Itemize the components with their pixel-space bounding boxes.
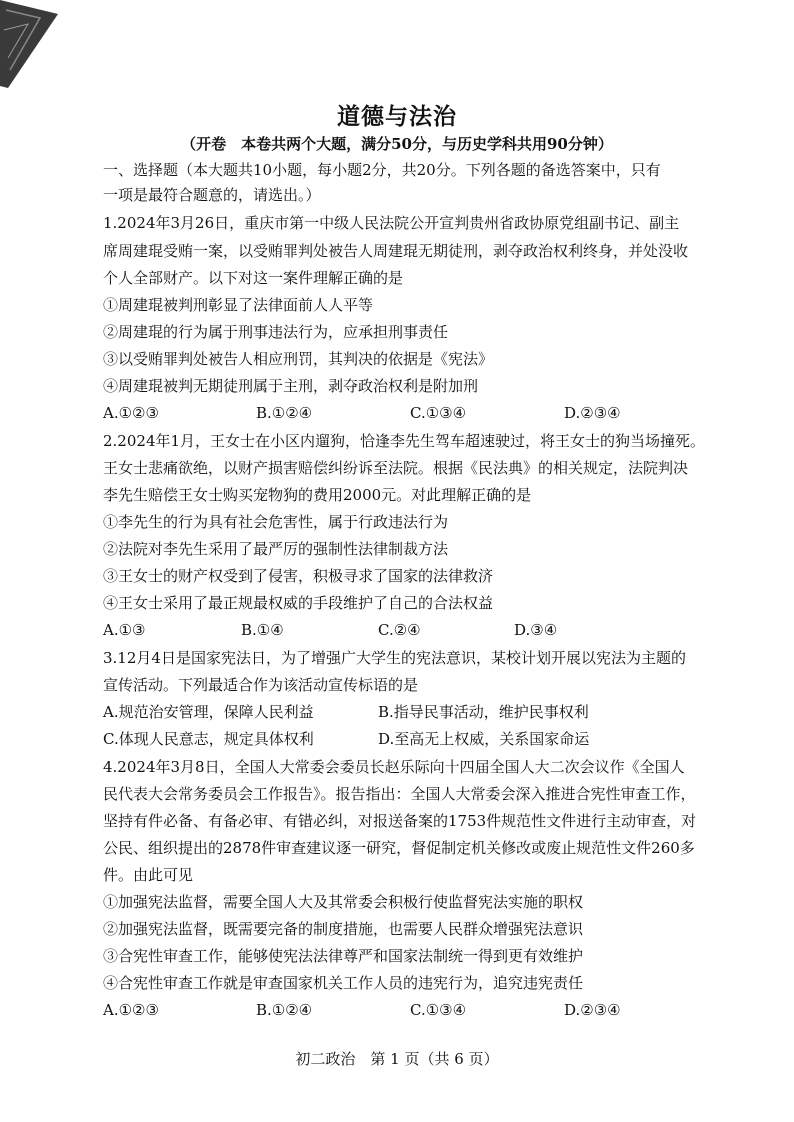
q2-stem-line: 王女士悲痛欲绝，以财产损害赔偿纠纷诉至法院。根据《民法典》的相关规定，法院判决 bbox=[103, 459, 689, 477]
q2-item: ④王女士采用了最正规最权威的手段维护了自己的合法权益 bbox=[103, 594, 494, 612]
q4-item: ③合宪性审查工作，能够使宪法法律尊严和国家法制统一得到更有效维护 bbox=[103, 947, 584, 965]
q3-option-b: B.指导民事活动，维护民事权利 bbox=[378, 703, 589, 721]
page-footer: 初二政治 第 1 页（共 6 页） bbox=[295, 1050, 499, 1068]
q3-option-a: A.规范治安管理，保障人民利益 bbox=[103, 703, 314, 721]
q4-option-c: C.①③④ bbox=[410, 1001, 467, 1019]
q3-option-c: C.体现人民意志，规定具体权利 bbox=[103, 730, 314, 748]
q2-option-c: C.②④ bbox=[378, 621, 421, 639]
q1-item: ③以受贿罪判处被告人相应刑罚，其判决的依据是《宪法》 bbox=[103, 350, 494, 368]
q2-option-a: A.①③ bbox=[103, 621, 146, 639]
q4-stem-line: 公民、组织提出的2878件审查建议逐一研究，督促制定机关修改或废止规范性文件260多 bbox=[103, 839, 695, 857]
q1-option-d: D.②③④ bbox=[564, 404, 621, 422]
q4-stem-line: 件。由此可见 bbox=[103, 866, 194, 884]
section-heading-line: 一项是最符合题意的，请选出。） bbox=[103, 186, 321, 204]
q2-stem-line: 2.2024年1月，王女士在小区内遛狗，恰逢李先生驾车超速驶过，将王女士的狗当场撞死。 bbox=[103, 432, 706, 450]
q2-item: ①李先生的行为具有社会危害性，属于行政违法行为 bbox=[103, 513, 449, 531]
q3-stem-line: 3.12月4日是国家宪法日，为了增强广大学生的宪法意识，某校计划开展以宪法为主题的 bbox=[103, 649, 686, 667]
q2-option-d: D.③④ bbox=[514, 621, 558, 639]
exam-subtitle: （开卷 本卷共两个大题，满分50分，与历史学科共用90分钟） bbox=[181, 135, 613, 153]
q1-option-a: A.①②③ bbox=[103, 404, 159, 422]
q4-option-a: A.①②③ bbox=[103, 1001, 159, 1019]
q2-stem-line: 李先生赔偿王女士购买宠物狗的费用2000元。对此理解正确的是 bbox=[103, 486, 532, 504]
section-heading-line: 一、选择题（本大题共10小题，每小题2分，共20分。下列各题的备选答案中，只有 bbox=[103, 161, 661, 179]
q2-item: ②法院对李先生采用了最严厉的强制性法律制裁方法 bbox=[103, 540, 449, 558]
q1-stem-line: 席周建琨受贿一案，以受贿罪判处被告人周建琨无期徒刑，剥夺政治权利终身，并处没收 bbox=[103, 242, 689, 260]
q1-option-c: C.①③④ bbox=[410, 404, 467, 422]
q2-item: ③王女士的财产权受到了侵害，积极寻求了国家的法律救济 bbox=[103, 567, 494, 585]
page-title: 道德与法治 bbox=[337, 103, 457, 130]
q4-item: ①加强宪法监督，需要全国人大及其常委会积极行使监督宪法实施的职权 bbox=[103, 893, 584, 911]
q4-item: ④合宪性审查工作就是审查国家机关工作人员的违宪行为，追究违宪责任 bbox=[103, 974, 584, 992]
q3-stem-line: 宣传活动。下列最适合作为该活动宣传标语的是 bbox=[103, 676, 419, 694]
scan-corner-mark bbox=[0, 0, 60, 90]
q4-option-d: D.②③④ bbox=[564, 1001, 621, 1019]
q1-item: ①周建琨被判刑彰显了法律面前人人平等 bbox=[103, 296, 374, 314]
q4-stem-line: 民代表大会常务委员会工作报告》。报告指出：全国人大常委会深入推进合宪性审查工作， bbox=[103, 785, 696, 803]
q4-stem-line: 坚持有件必备、有备必审、有错必纠，对报送备案的1753件规范性文件进行主动审查，对 bbox=[103, 812, 697, 830]
q4-stem-line: 4.2024年3月8日，全国人大常委会委员长赵乐际向十四届全国人大二次会议作《全国人 bbox=[103, 758, 685, 776]
q1-stem-line: 个人全部财产。以下对这一案件理解正确的是 bbox=[103, 269, 404, 287]
q1-item: ②周建琨的行为属于刑事违法行为，应承担刑事责任 bbox=[103, 323, 449, 341]
q2-option-b: B.①④ bbox=[241, 621, 284, 639]
q1-stem-line: 1.2024年3月26日，重庆市第一中级人民法院公开宣判贵州省政协原党组副书记、副主 bbox=[103, 214, 680, 232]
q1-option-b: B.①②④ bbox=[256, 404, 313, 422]
q4-option-b: B.①②④ bbox=[256, 1001, 313, 1019]
q1-item: ④周建琨被判无期徒刑属于主刑，剥夺政治权利是附加刑 bbox=[103, 377, 479, 395]
q4-item: ②加强宪法监督，既需要完备的制度措施，也需要人民群众增强宪法意识 bbox=[103, 920, 584, 938]
q3-option-d: D.至高无上权威，关系国家命运 bbox=[378, 730, 590, 748]
